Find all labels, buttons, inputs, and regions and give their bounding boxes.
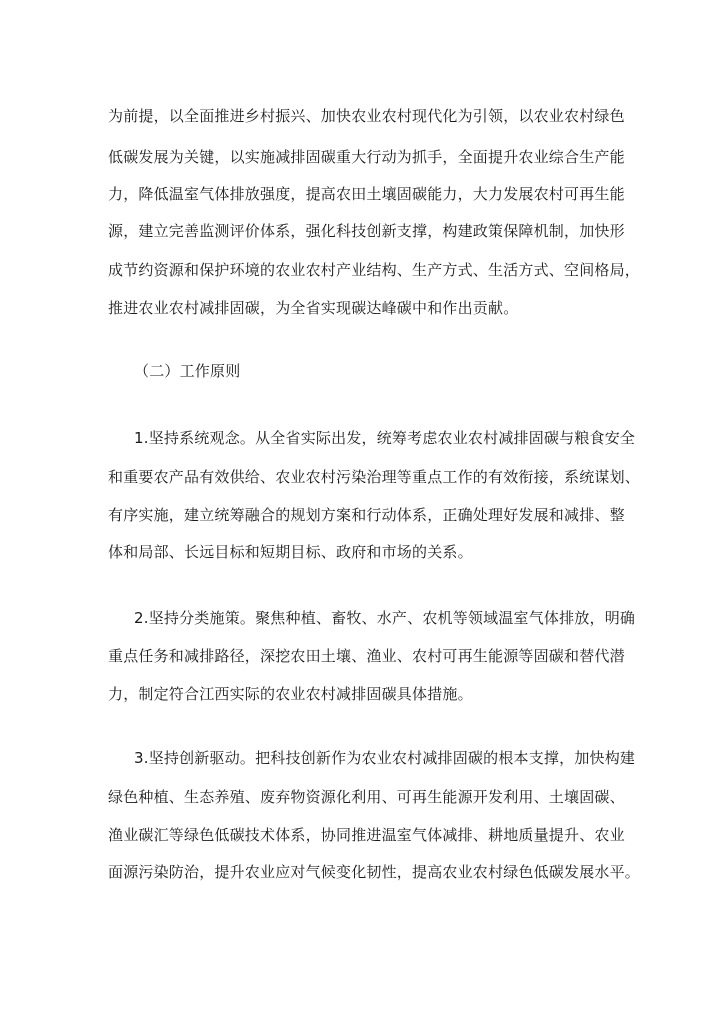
body-text-line: 源，建立完善监测评价体系，强化科技创新支撑，构建政策保障机制，加快形	[108, 222, 625, 240]
principle-1-line: 有序实施，建立统筹融合的规划方案和行动体系，正确处理好发展和减排、整	[108, 506, 625, 524]
principle-3-line: 3.坚持创新驱动。把科技创新作为农业农村减排固碳的根本支撑，加快构建	[134, 749, 636, 767]
body-text-line: 力，降低温室气体排放强度，提高农田土壤固碳能力，大力发展农村可再生能	[108, 185, 625, 203]
principle-3-line: 绿色种植、生态养殖、废弃物资源化利用、可再生能源开发利用、土壤固碳、	[108, 788, 625, 806]
section-heading: （二）工作原则	[134, 362, 241, 380]
principle-1-line: 和重要农产品有效供给、农业农村污染治理等重点工作的有效衔接，系统谋划、	[108, 468, 641, 486]
principle-1-line: 1.坚持系统观念。从全省实际出发，统筹考虑农业农村减排固碳与粮食安全	[134, 429, 636, 447]
body-text-line: 推进农业农村减排固碳，为全省实现碳达峰碳中和作出贡献。	[108, 299, 519, 317]
principle-2-line: 2.坚持分类施策。聚焦种植、畜牧、水产、农机等领域温室气体排放，明确	[134, 609, 636, 627]
principle-1-line: 体和局部、长远目标和短期目标、政府和市场的关系。	[108, 543, 473, 561]
body-text-line: 成节约资源和保护环境的农业农村产业结构、生产方式、生活方式、空间格局，	[108, 261, 641, 279]
principle-2-line: 重点任务和减排路径，深挖农田土壤、渔业、农村可再生能源等固碳和替代潜	[108, 647, 625, 665]
body-text-line: 为前提，以全面推进乡村振兴、加快农业农村现代化为引领，以农业农村绿色	[108, 107, 625, 125]
principle-3-line: 面源污染防治，提升农业应对气候变化韧性，提高农业农村绿色低碳发展水平。	[108, 863, 641, 881]
principle-3-line: 渔业碳汇等绿色低碳技术体系，协同推进温室气体减排、耕地质量提升、农业	[108, 826, 625, 844]
body-text-line: 低碳发展为关键，以实施减排固碳重大行动为抓手，全面提升农业综合生产能	[108, 148, 625, 166]
principle-2-line: 力，制定符合江西实际的农业农村减排固碳具体措施。	[108, 685, 473, 703]
